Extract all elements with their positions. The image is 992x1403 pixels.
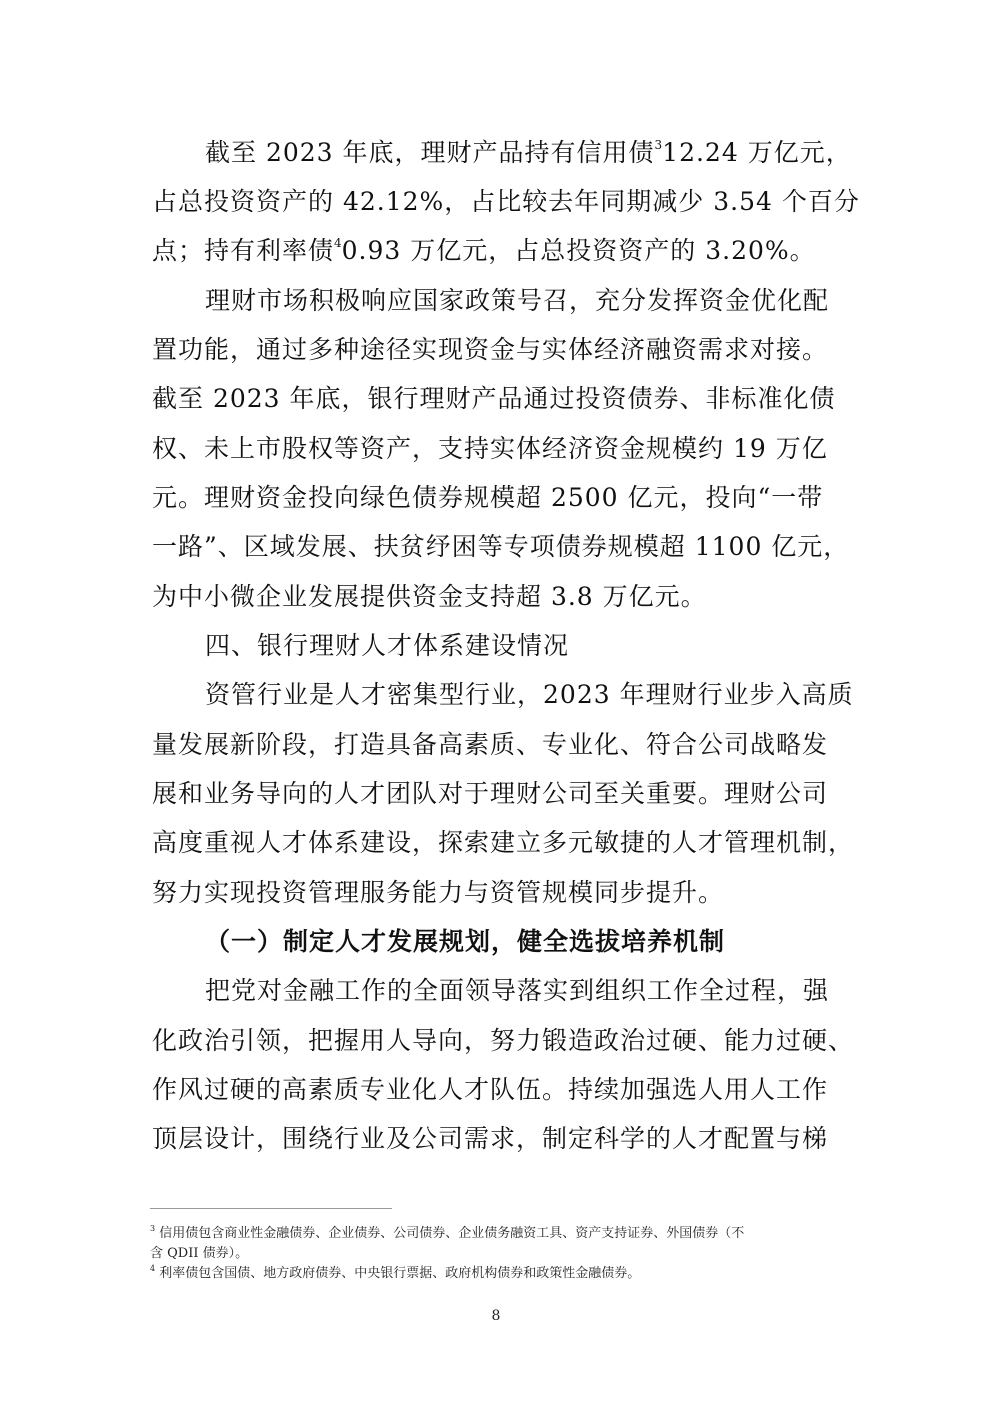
paragraph-3-line-1: 资管行业是人才密集型行业，2023 年理财行业步入高质 (205, 680, 854, 709)
section-heading: 四、银行理财人才体系建设情况 (205, 631, 570, 660)
paragraph-2-line-4: 权、未上市股权等资产，支持实体经济资金规模约 19 万亿 (152, 434, 828, 463)
page-number: 8 (491, 1308, 501, 1324)
subsection-heading: （一）制定人才发展规划，健全选拔培养机制 (205, 927, 726, 956)
paragraph-3-line-3: 展和业务导向的人才团队对于理财公司至关重要。理财公司 (152, 779, 829, 808)
paragraph-4-line-4: 顶层设计，围绕行业及公司需求，制定科学的人才配置与梯 (152, 1124, 829, 1153)
paragraph-3-line-5: 努力实现投资管理服务能力与资管规模同步提升。 (152, 878, 725, 907)
paragraph-4-line-3: 作风过硬的高素质专业化人才队伍。持续加强选人用人工作 (152, 1075, 829, 1104)
paragraph-4-line-1: 把党对金融工作的全面领导落实到组织工作全过程，强 (205, 976, 830, 1005)
text-segment: 点；持有利率债 (152, 236, 335, 265)
footnote-mark: 3 (150, 1224, 156, 1233)
text-segment: 0.93 万亿元，占总投资资产的 3.20%。 (341, 236, 816, 265)
footnote-mark: 4 (150, 1264, 156, 1273)
paragraph-2-line-2: 置功能，通过多种途径实现资金与实体经济融资需求对接。 (152, 335, 829, 364)
paragraph-2-line-5: 元。理财资金投向绿色债券规模超 2500 亿元，投向“一带 (152, 483, 824, 512)
paragraph-1-line-1 (205, 137, 852, 169)
footnote-separator (150, 1208, 392, 1209)
paragraph-1-line-3 (152, 235, 816, 267)
paragraph-4-line-2: 化政治引领，把握用人导向，努力锻造政治过硬、能力过硬、 (152, 1026, 855, 1055)
footnote-4 (150, 1264, 640, 1284)
paragraph-2-line-6: 一路”、区域发展、扶贫纾困等专项债券规模超 1100 亿元， (152, 532, 850, 561)
paragraph-2-line-3: 截至 2023 年底，银行理财产品通过投资债券、非标准化债 (152, 384, 836, 413)
footnote-ref-4[interactable]: 4 (334, 236, 342, 250)
paragraph-2-line-1: 理财市场积极响应国家政策号召，充分发挥资金优化配 (205, 286, 830, 315)
text-segment: 截至 2023 年底，理财产品持有信用债 (205, 138, 655, 167)
footnote-text: 信用债包含商业性金融债券、企业债券、公司债券、企业债务融资工具、资产支持证券、外国债券（不 (159, 1226, 745, 1241)
footnote-3 (150, 1224, 744, 1244)
footnote-text: 利率债包含国债、地方政府债券、中央银行票据、政府机构债券和政策性金融债券。 (159, 1266, 641, 1281)
footnote-3-continued: 含 QDII 债券）。 (150, 1246, 249, 1261)
paragraph-2-line-7: 为中小微企业发展提供资金支持超 3.8 万亿元。 (152, 582, 707, 611)
paragraph-3-line-2: 量发展新阶段，打造具备高素质、专业化、符合公司战略发 (152, 730, 829, 759)
paragraph-3-line-4: 高度重视人才体系建设，探索建立多元敏捷的人才管理机制， (152, 828, 855, 857)
paragraph-1-line-2: 占总投资资产的 42.12%，占比较去年同期减少 3.54 个百分 (152, 187, 860, 216)
text-segment: 12.24 万亿元， (662, 138, 852, 167)
footnote-ref-3[interactable]: 3 (654, 138, 663, 152)
